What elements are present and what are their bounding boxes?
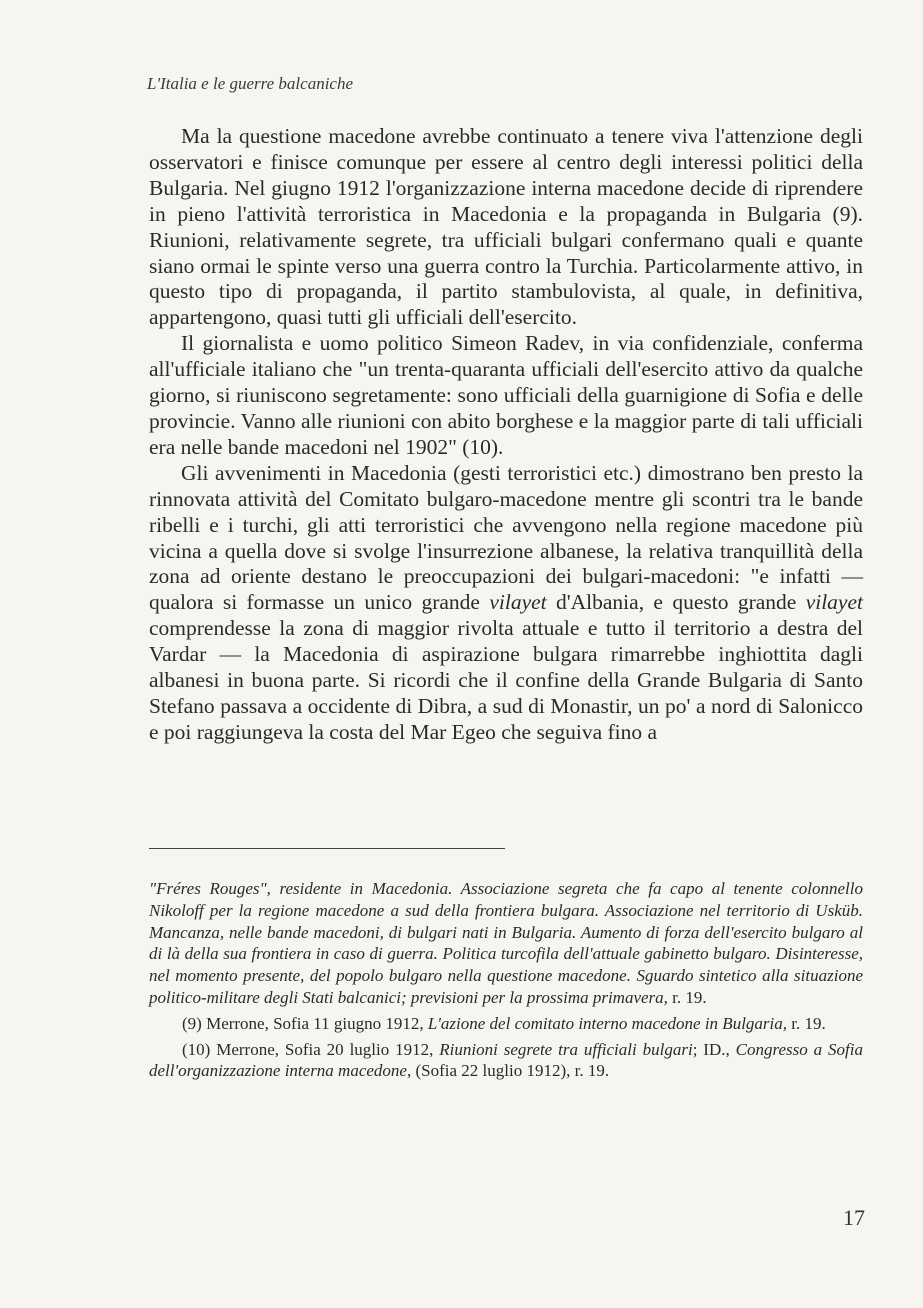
footnote-9-title: L'azione del comitato interno macedone in Bulgaria, (427, 1013, 788, 1033)
footnote-10-ref: , (Sofia 22 luglio 1912), r. 19. (406, 1061, 610, 1081)
paragraph-2: Il giornalista e uomo politico Simeon Radev, in via confidenziale, conferma all'ufficiale italiano che "un trenta-quaranta ufficiali dell'esercito attivo da qualche giorno, si riuniscono segretamente: sono ufficiali della guarnigione di Sofia e delle provincie. Vanno alle riunioni con abito borghese e la maggior parte di tali ufficiali era nelle bande macedoni nel 1902" (10). (149, 331, 863, 459)
footnote-continuation-title: "Fréres Rouges", residente in Macedonia. Associazione segreta che fa capo al tenente colonnello Nikoloff per la regione macedone a sud della frontiera bulgara. Associazione nel territorio di Usküb. Mancanza, nelle bande macedoni, di bulgari nati in Bulgaria. Aumento di forza dell'esercito bulgaro al di là della sua frontiera in caso di guerra. Politica turcofila dell'attuale gabinetto bulgaro. Disinteresse, nel momento presente, del popolo bulgaro nella questione macedone. Sguardo sintetico alla situazione politico-militare degli Stati balcanici; previsioni per la prossima primavera, (149, 879, 863, 1007)
page-number: 17 (843, 1205, 865, 1230)
footnote-continuation-ref: r. 19. (667, 987, 707, 1007)
footnote-10 (149, 1039, 863, 1083)
footnote-10-title-2: Congresso a Sofia dell'organizzazione interna macedone (149, 1039, 863, 1081)
footnotes (149, 878, 863, 1082)
footnote-10-source: (10) Merrone, Sofia 20 luglio 1912, (182, 1039, 440, 1059)
footnote-10-sep: ; ID., (692, 1039, 736, 1059)
vilayet-term: vilayet (489, 590, 547, 615)
footnote-9-source: (9) Merrone, Sofia 11 giugno 1912, (182, 1013, 428, 1033)
main-text (149, 124, 863, 746)
paragraph-3-part-c: comprendesse la zona di maggior rivolta attuale e tutto il territorio a destra del Vardar — la Macedonia di aspirazione bulgara rimarrebbe inghiottita dagli albanesi in buona parte. Si ricordi che il confine della Grande Bulgaria di Santo Stefano passava a occidente di Dibra, a sud di Monastir, un po' a nord di Salonicco e poi raggiungeva la costa del Mar Egeo che seguiva fino a (149, 616, 863, 744)
paragraph-3 (149, 461, 863, 746)
footnote-10-title-1: Riunioni segrete tra ufficiali bulgari (439, 1039, 693, 1059)
vilayet-term: vilayet (805, 590, 863, 615)
footnote-separator (149, 848, 505, 849)
paragraph-3-part-b: d'Albania, e questo grande (546, 590, 806, 615)
footnote-continuation (149, 878, 863, 1009)
paragraph-3-part-a: Gli avvenimenti in Macedonia (gesti terroristici etc.) dimostrano ben presto la rinnovata attività del Comitato bulgaro-macedone mentre gli scontri tra le bande ribelli e i turchi, gli atti terroristici che avvengono nella regione macedone più vicina a quella dove si svolge l'insurrezione albanese, la relativa tranquillità della zona ad oriente destano le preoccupazioni dei bulgari-macedoni: "e infatti — qualora si formasse un unico grande (149, 460, 863, 615)
paragraph-1: Ma la questione macedone avrebbe continuato a tenere viva l'attenzione degli osservatori e finisce comunque per essere al centro degli interessi politici della Bulgaria. Nel giugno 1912 l'organizzazione interna macedone decide di riprendere in pieno l'attività terroristica in Macedonia e la propaganda in Bulgaria (9). Riunioni, relativamente segrete, tra ufficiali bulgari confermano quali e quante siano ormai le spinte verso una guerra contro la Turchia. Particolarmente attivo, in questo tipo di propaganda, il partito stambulovista, al quale, in definitiva, appartengono, quasi tutti gli ufficiali dell'esercito. (149, 124, 863, 330)
footnote-9-ref: r. 19. (787, 1013, 826, 1033)
footnote-9 (149, 1013, 863, 1035)
running-header: L'Italia e le guerre balcaniche (147, 74, 354, 93)
